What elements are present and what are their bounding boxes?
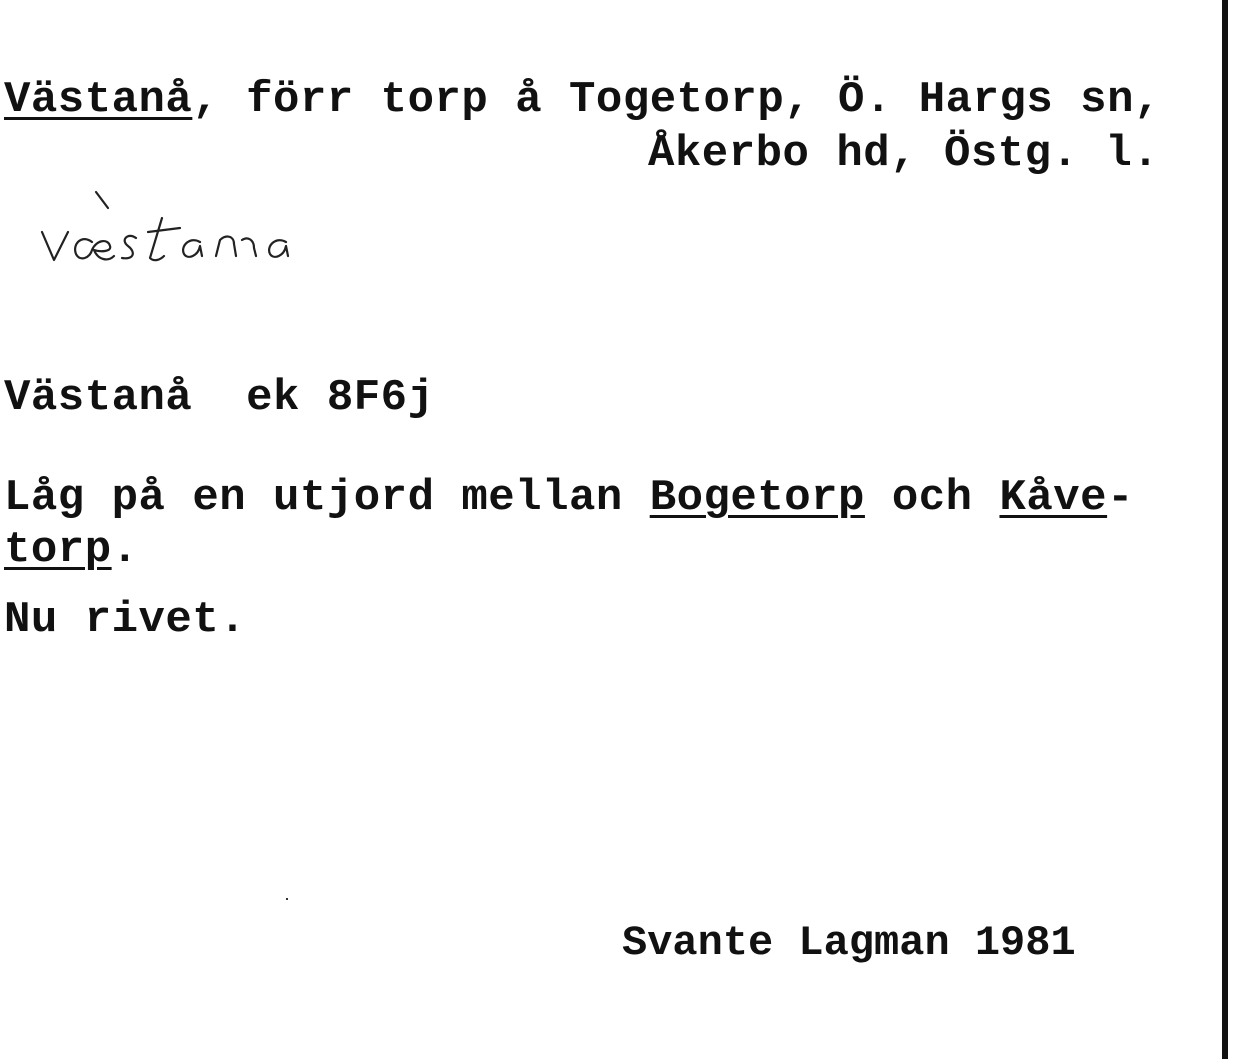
map-reference-line: Västanå ek 8F6j xyxy=(4,373,435,423)
place-link-bogetorp: Bogetorp xyxy=(649,473,865,523)
heading-line-1 xyxy=(4,75,1161,125)
body-text: och xyxy=(864,473,1000,523)
heading-line-2: Åkerbo hd, Östg. l. xyxy=(648,129,1160,179)
place-name-heading: Västanå xyxy=(4,75,193,125)
place-kavetorp-part2: torp xyxy=(4,525,112,575)
signature: Svante Lagman 1981 xyxy=(622,919,1076,967)
heading-description: , förr torp å Togetorp, Ö. Hargs sn, xyxy=(192,75,1161,125)
hyphen: - xyxy=(1107,473,1134,523)
body-line-2 xyxy=(4,525,139,575)
body-line-3: Nu rivet. xyxy=(4,595,247,645)
handwritten-note xyxy=(30,188,350,278)
body-text: Låg på en utjord mellan xyxy=(4,473,650,523)
period: . xyxy=(111,525,139,575)
paper-speck xyxy=(286,898,288,900)
card-edge-line xyxy=(1222,0,1228,1059)
body-line-1 xyxy=(4,473,1134,523)
place-kavetorp-part1: Kåve xyxy=(999,473,1108,523)
